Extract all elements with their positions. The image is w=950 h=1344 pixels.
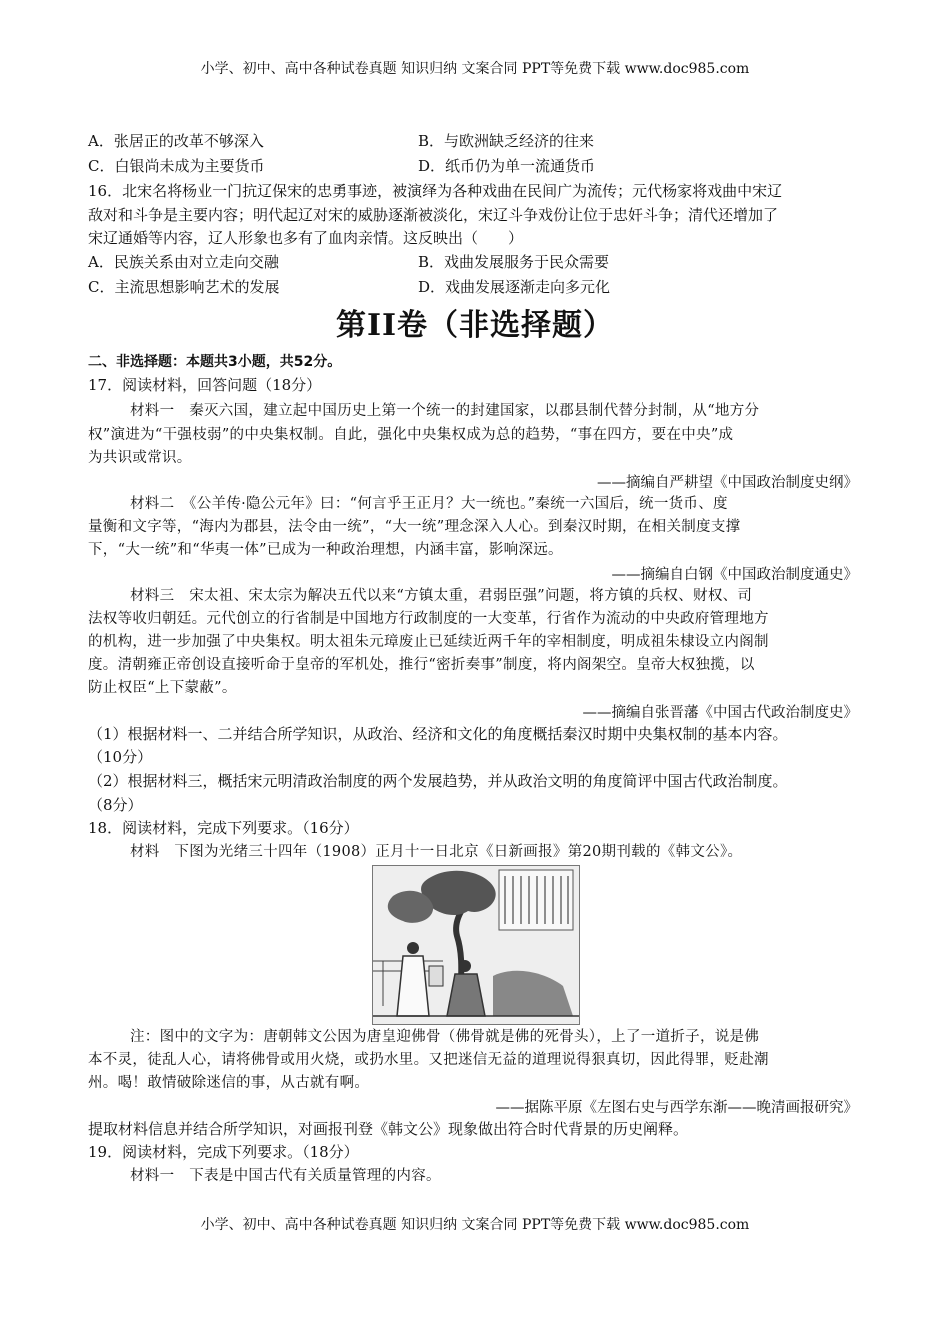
page-footer: 小学、初中、高中各种试卷真题 知识归纳 文案合同 PPT等免费下载 www.doc985.com [200, 1217, 750, 1233]
q19-material: 材料一 下表是中国古代有关质量管理的内容。 [130, 1168, 441, 1184]
q16-stem-line1: 16．北宋名将杨业一门抗辽保宋的忠勇事迹，被演绎为各种戏曲在民间广为流传；元代杨家将戏曲中宋辽 [88, 182, 783, 200]
q17-material3-line5: 防止权臣“上下蒙蔽”。 [88, 680, 237, 696]
q16-option-b: B．戏曲发展服务于民众需要 [418, 253, 610, 271]
section-title: 第II卷（非选择题） [335, 308, 615, 343]
page-header: 小学、初中、高中各种试卷真题 知识归纳 文案合同 PPT等免费下载 www.doc985.com [200, 61, 750, 77]
q17-question2-line2: （8分） [88, 796, 143, 814]
q18-material: 材料 下图为光绪三十四年（1908）正月十一日北京《日新画报》第20期刊载的《韩文公》。 [130, 844, 743, 860]
q19-stem: 19．阅读材料，完成下列要求。（18分） [88, 1143, 359, 1161]
q16-option-d: D．戏曲发展逐渐走向多元化 [418, 278, 611, 296]
q18-note-line3: 州。喝！敢情破除迷信的事，从古就有啊。 [88, 1075, 370, 1091]
q17-material2-line2: 量衡和文字等，“海内为郡县，法令由一统”，“大一统”理念深入人心。到秦汉时期，在相关制度支撑 [88, 519, 741, 535]
han-wengong-illustration [372, 865, 580, 1025]
q17-material1-source: ——摘编自严耕望《中国政治制度史纲》 [597, 475, 858, 491]
q17-material1-line2: 权”演进为“干强枝弱”的中央集权制。自此，强化中央集权成为总的趋势，“事在四方，要在中央”成 [88, 427, 734, 443]
q18-note-line2: 本不灵，徒乱人心，请将佛骨或用火烧，或扔水里。又把迷信无益的道理说得狠真切，因此得罪，贬赴潮 [88, 1052, 769, 1068]
q17-material3-line1: 材料三 宋太祖、宋太宗为解决五代以来“方镇太重，君弱臣强”问题，将方镇的兵权、财权、司 [130, 588, 753, 604]
q17-question1-line2: （10分） [88, 748, 153, 766]
q17-material3-source: ——摘编自张晋藩《中国古代政治制度史》 [582, 705, 858, 721]
q16-option-a: A．民族关系由对立走向交融 [88, 253, 279, 271]
q17-material1-line1: 材料一 秦灭六国，建立起中国历史上第一个统一的封建国家，以郡县制代替分封制，从“地方分 [130, 403, 760, 419]
q15-option-b: B．与欧洲缺乏经济的往来 [418, 132, 595, 150]
q18-task: 提取材料信息并结合所学知识，对画报刊登《韩文公》现象做出符合时代背景的历史阐释。 [88, 1120, 689, 1138]
q15-option-c: C．白银尚未成为主要货币 [88, 157, 265, 175]
section-intro: 二、非选择题：本题共3小题，共52分。 [88, 354, 342, 370]
q17-stem: 17．阅读材料，回答问题（18分） [88, 376, 322, 394]
q17-question2-line1: （2）根据材料三，概括宋元明清政治制度的两个发展趋势，并从政治文明的角度简评中国古代政治制度。 [88, 772, 788, 790]
q18-stem: 18．阅读材料，完成下列要求。（16分） [88, 819, 359, 837]
q15-option-a: A．张居正的改革不够深入 [88, 132, 264, 150]
q16-stem-line2: 敌对和斗争是主要内容；明代起辽对宋的威胁逐渐被淡化，宋辽斗争戏份让位于忠奸斗争；清代还增加了 [88, 206, 779, 224]
q17-material3-line4: 度。清朝雍正帝创设直接听命于皇帝的军机处，推行“密折奏事”制度，将内阁架空。皇帝大权独揽，以 [88, 657, 755, 673]
q17-material2-source: ——摘编自白钢《中国政治制度通史》 [611, 567, 858, 583]
q17-material3-line2: 法权等收归朝廷。元代创立的行省制是中国地方行政制度的一大变革，行省作为流动的中央政府管理地方 [88, 611, 769, 627]
q16-option-c: C．主流思想影响艺术的发展 [88, 278, 280, 296]
q17-material1-line3: 为共识或常识。 [88, 450, 192, 466]
q15-option-d: D．纸币仍为单一流通货币 [418, 157, 596, 175]
q17-material3-line3: 的机构，进一步加强了中央集权。明太祖朱元璋废止已延续近两千年的宰相制度，明成祖朱棣设立内阁制 [88, 634, 769, 650]
q17-question1-line1: （1）根据材料一、二并结合所学知识，从政治、经济和文化的角度概括秦汉时期中央集权制的基本内容。 [88, 725, 788, 743]
q18-note-line1: 注：图中的文字为：唐朝韩文公因为唐皇迎佛骨（佛骨就是佛的死骨头），上了一道折子，说是佛 [130, 1029, 760, 1045]
q17-material2-line3: 下，“大一统”和“华夷一体”已成为一种政治理想，内涵丰富，影响深远。 [88, 542, 563, 558]
q18-source: ——据陈平原《左图右史与西学东渐——晚清画报研究》 [495, 1100, 858, 1116]
q17-material2-line1: 材料二 《公羊传·隐公元年》曰：“何言乎王正月？大一统也。”秦统一六国后，统一货币、度 [130, 496, 728, 512]
q16-stem-line3: 宋辽通婚等内容，辽人形象也多有了血肉亲情。这反映出（ ） [88, 229, 524, 247]
